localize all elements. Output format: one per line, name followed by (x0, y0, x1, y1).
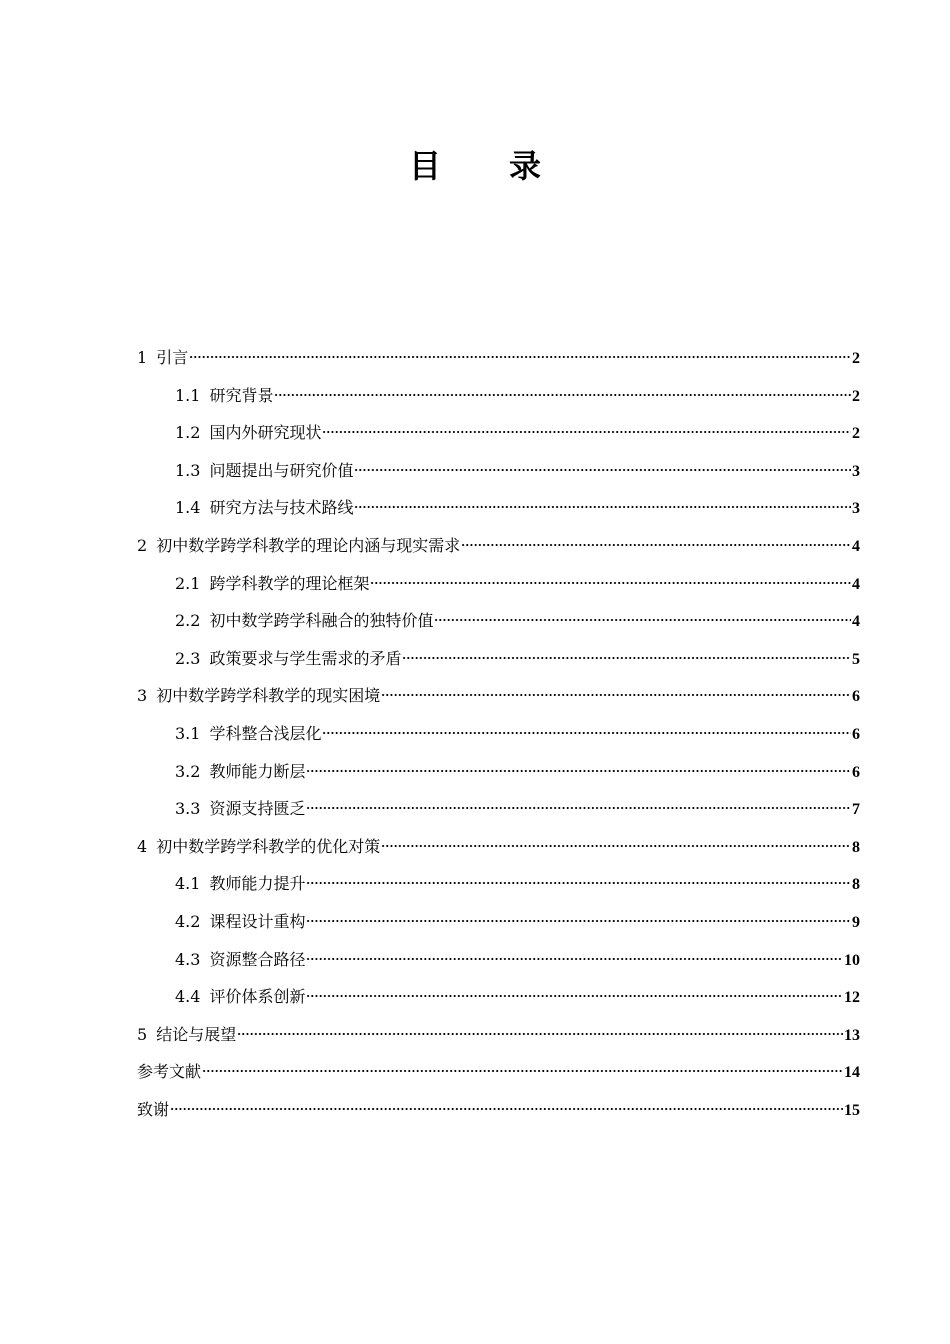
toc-entry[interactable] (137, 941, 860, 979)
toc-entry-title: 教师能力提升 (209, 874, 306, 894)
toc-entry-title: 政策要求与学生需求的矛盾 (209, 648, 402, 668)
toc-entry-title: 致谢 (137, 1099, 170, 1119)
toc-entry-title: 课程设计重构 (209, 911, 306, 931)
dot-leader (306, 957, 843, 961)
toc-entry[interactable] (137, 828, 860, 866)
page-title: 目录 (408, 147, 609, 185)
toc-entry-number: 4.4 (175, 987, 201, 1007)
toc-entry[interactable] (137, 414, 860, 452)
dot-leader (354, 468, 851, 472)
toc-entry-number: 1.2 (175, 423, 201, 443)
toc-entry[interactable] (137, 1091, 860, 1129)
dot-leader (434, 618, 851, 622)
toc-entry-number: 4.2 (175, 911, 201, 931)
toc-entry[interactable] (137, 865, 860, 903)
dot-leader (402, 656, 851, 660)
dot-leader (306, 919, 851, 923)
toc-entry-page-number: 7 (852, 801, 860, 819)
toc-entry-page-number: 13 (844, 1026, 860, 1044)
toc-entry-title: 资源整合路径 (209, 949, 306, 969)
dot-leader (322, 430, 851, 434)
toc-entry-title: 初中数学跨学科教学的现实困境 (156, 686, 381, 706)
dot-leader (381, 693, 851, 697)
toc-entry-page-number: 5 (852, 650, 860, 668)
toc-entry-page-number: 4 (852, 537, 860, 555)
toc-entry-title: 研究背景 (209, 385, 274, 405)
toc-entry-page-number: 9 (852, 913, 860, 931)
toc-entry-page-number: 3 (852, 462, 860, 480)
toc-entry-page-number: 8 (852, 838, 860, 856)
toc-entry-number: 1 (137, 348, 148, 367)
toc-entry-title: 结论与展望 (156, 1024, 237, 1044)
dot-leader (189, 355, 851, 359)
toc-entry-page-number: 6 (852, 688, 860, 706)
toc-entry-title: 引言 (156, 348, 189, 367)
toc-entry-number: 2.2 (175, 611, 201, 631)
toc-entry-title: 问题提出与研究价值 (209, 460, 354, 480)
table-of-contents (137, 339, 860, 1128)
toc-entry[interactable] (137, 640, 860, 678)
toc-entry-number: 5 (137, 1024, 148, 1044)
toc-entry-page-number: 8 (852, 876, 860, 894)
toc-entry[interactable] (137, 489, 860, 527)
toc-entry-number: 1.1 (175, 385, 201, 405)
toc-entry-number: 3.3 (175, 799, 201, 819)
dot-leader (354, 505, 851, 509)
toc-entry-number: 1.3 (175, 460, 201, 480)
toc-entry-page-number: 12 (844, 989, 860, 1007)
toc-entry[interactable] (137, 903, 860, 941)
toc-entry-page-number: 2 (852, 387, 860, 405)
toc-entry-number: 4 (137, 836, 148, 856)
toc-entry[interactable] (137, 1053, 860, 1091)
toc-entry[interactable] (137, 978, 860, 1016)
toc-entry-page-number: 6 (852, 725, 860, 743)
toc-entry-title: 国内外研究现状 (209, 423, 322, 443)
toc-entry-number: 3 (137, 686, 148, 706)
toc-entry-title: 学科整合浅层化 (209, 723, 322, 743)
toc-entry-page-number: 3 (852, 500, 860, 518)
dot-leader (370, 581, 851, 585)
dot-leader (202, 1069, 843, 1073)
toc-entry-page-number: 14 (844, 1064, 860, 1082)
toc-entry[interactable] (137, 527, 860, 565)
toc-entry-number: 2.3 (175, 648, 201, 668)
toc-entry-page-number: 2 (852, 425, 860, 443)
dot-leader (306, 806, 851, 810)
toc-entry-number: 2.1 (175, 573, 201, 593)
toc-entry[interactable] (137, 602, 860, 640)
dot-leader (306, 769, 851, 773)
toc-entry-number: 2 (137, 535, 148, 555)
toc-entry[interactable] (137, 565, 860, 603)
toc-entry-title: 初中数学跨学科教学的优化对策 (156, 836, 381, 856)
dot-leader (237, 1032, 843, 1036)
toc-entry-title: 参考文献 (137, 1062, 202, 1082)
toc-entry-page-number: 15 (844, 1101, 860, 1119)
toc-entry-number: 4.3 (175, 949, 201, 969)
toc-entry-page-number: 6 (852, 763, 860, 781)
toc-entry-number: 3.1 (175, 723, 201, 743)
toc-entry[interactable] (137, 790, 860, 828)
toc-entry-title: 初中数学跨学科融合的独特价值 (209, 611, 434, 631)
toc-entry[interactable] (137, 1016, 860, 1054)
toc-entry[interactable] (137, 452, 860, 490)
dot-leader (306, 881, 851, 885)
dot-leader (306, 994, 843, 998)
toc-entry-page-number: 4 (852, 613, 860, 631)
toc-entry-number: 3.2 (175, 761, 201, 781)
toc-entry[interactable] (137, 753, 860, 791)
toc-entry-page-number: 4 (852, 575, 860, 593)
toc-entry-title: 教师能力断层 (209, 761, 306, 781)
dot-leader (322, 731, 851, 735)
toc-entry[interactable] (137, 715, 860, 753)
toc-entry-number: 1.4 (175, 498, 201, 518)
toc-entry-title: 初中数学跨学科教学的理论内涵与现实需求 (156, 535, 461, 555)
toc-entry-number: 4.1 (175, 874, 201, 894)
dot-leader (170, 1107, 843, 1111)
dot-leader (461, 543, 851, 547)
toc-entry-page-number: 10 (844, 951, 860, 969)
dot-leader (381, 844, 851, 848)
toc-entry-title: 研究方法与技术路线 (209, 498, 354, 518)
toc-entry-page-number: 2 (852, 350, 860, 367)
toc-entry-title: 资源支持匮乏 (209, 799, 306, 819)
toc-entry-title: 跨学科教学的理论框架 (209, 573, 370, 593)
toc-entry-title: 评价体系创新 (209, 987, 306, 1007)
toc-entry[interactable] (137, 377, 860, 415)
toc-entry[interactable] (137, 339, 860, 377)
toc-entry[interactable] (137, 677, 860, 715)
dot-leader (274, 393, 851, 397)
